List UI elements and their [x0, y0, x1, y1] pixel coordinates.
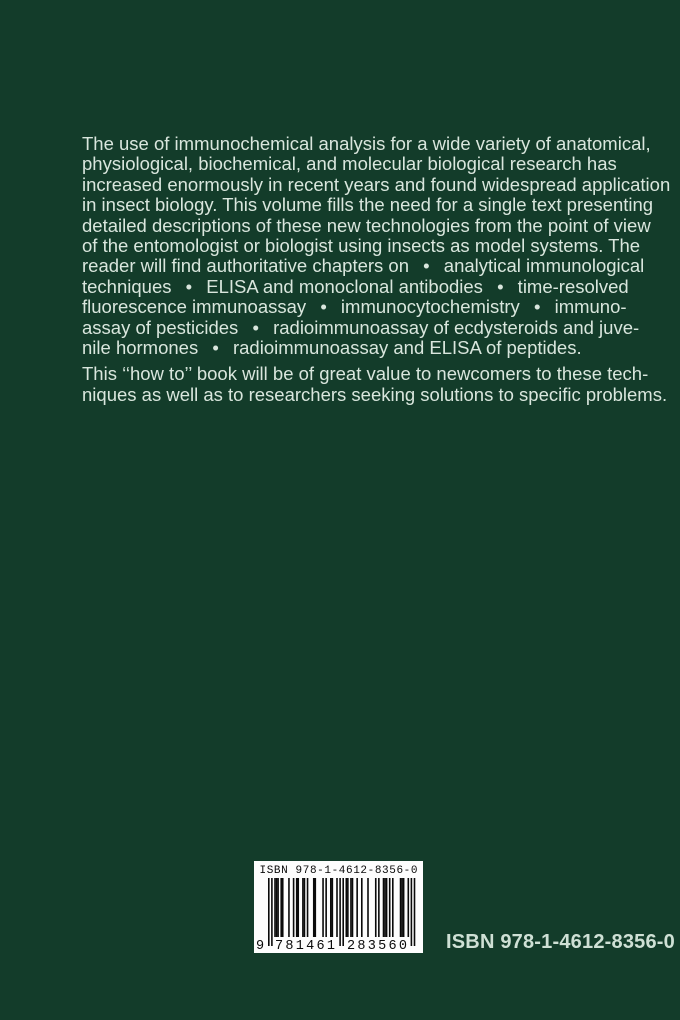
- text-line: assay of pesticides • radioimmunoassay of ecdysteroids and juve-: [82, 316, 640, 338]
- barcode-digit-lead: 9: [256, 939, 265, 953]
- bullet-separator: •: [252, 316, 259, 338]
- barcode-digit-group2: 283560: [347, 939, 407, 953]
- bullet-separator: •: [497, 275, 504, 297]
- text-line: in insect biology. This volume fills the need for a single text presenting: [82, 194, 654, 216]
- text-line: This ‘‘how to’’ book will be of great value to newcomers to these tech-: [82, 363, 649, 385]
- description-text-block: [82, 133, 671, 405]
- bullet-separator: •: [185, 275, 193, 297]
- text-line: of the entomologist or biologist using insects as model systems. The: [82, 235, 641, 257]
- paragraph-summary: [82, 133, 671, 359]
- text-line: reader will find authoritative chapters on • analytical immunological: [82, 255, 645, 277]
- text-line: The use of immunochemical analysis for a wide variety of anatomical,: [82, 133, 651, 154]
- bullet-separator: •: [320, 296, 327, 318]
- paragraph-audience: [82, 363, 668, 405]
- barcode-isbn-label: ISBN 978-1-4612-8356-0: [259, 865, 418, 877]
- text-line: increased enormously in recent years and found widespread application: [82, 173, 671, 195]
- barcode-bars: [268, 878, 415, 946]
- bullet-separator: •: [423, 255, 430, 277]
- text-line: detailed descriptions of these new technologies from the point of view: [82, 214, 651, 236]
- text-line: techniques • ELISA and monoclonal antibodies • time-resolved: [82, 275, 629, 297]
- text-line: physiological, biochemical, and molecular biological research has: [82, 153, 617, 175]
- text-line: niques as well as to researchers seeking solutions to specific problems.: [82, 383, 668, 405]
- text-line: fluorescence immunoassay • immunocytochemistry • immuno-: [82, 296, 627, 318]
- barcode-svg: [254, 861, 423, 953]
- bullet-separator: •: [212, 337, 219, 359]
- isbn-number-text: ISBN 978-1-4612-8356-0: [446, 931, 675, 953]
- text-line: nile hormones • radioimmunoassay and ELISA of peptides.: [82, 337, 582, 359]
- barcode-digit-group1: 781461: [275, 939, 335, 953]
- bullet-separator: •: [533, 296, 541, 318]
- barcode-box: [254, 861, 423, 953]
